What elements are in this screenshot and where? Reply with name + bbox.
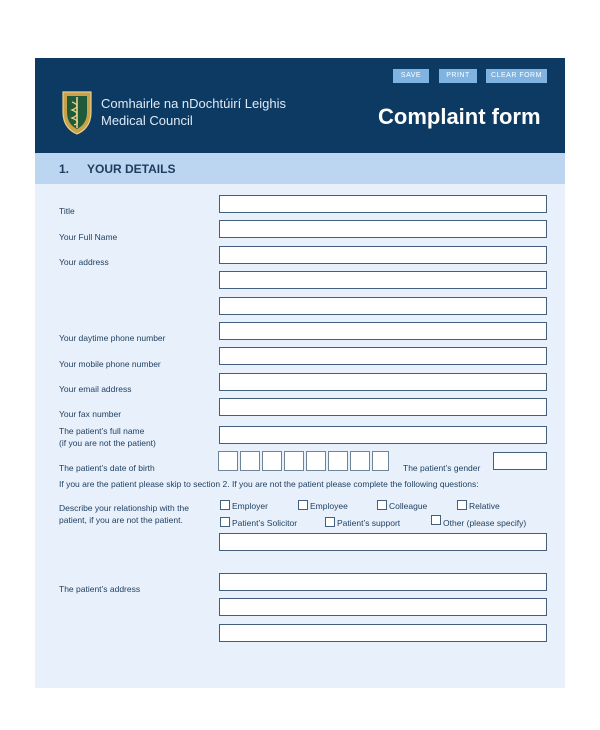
- email-label: Your email address: [59, 384, 132, 394]
- patient-address-label: The patient’s address: [59, 584, 141, 594]
- section-header: [35, 153, 565, 184]
- org-name-english: Medical Council: [101, 113, 193, 128]
- patient-address-input-line3[interactable]: [219, 624, 547, 642]
- employee-checkbox[interactable]: [298, 500, 308, 510]
- patient-address-input-line1[interactable]: [219, 573, 547, 591]
- print-button[interactable]: PRINT: [439, 69, 477, 83]
- patient-gender-input[interactable]: [493, 452, 547, 470]
- full-name-label: Your Full Name: [59, 232, 118, 242]
- medical-council-crest-icon: [60, 88, 94, 136]
- relationship-other-input[interactable]: [219, 533, 547, 551]
- patients-support-option-label: Patient’s support: [337, 518, 401, 528]
- fax-input[interactable]: [219, 398, 547, 416]
- employer-checkbox[interactable]: [220, 500, 230, 510]
- form-title: Complaint form: [378, 104, 541, 129]
- daytime-phone-label: Your daytime phone number: [59, 333, 166, 343]
- save-button[interactable]: SAVE: [393, 69, 429, 83]
- employer-option-label: Employer: [232, 501, 268, 511]
- patient-name-label: The patient’s full name: [59, 426, 145, 436]
- dob-digit-box[interactable]: [372, 451, 389, 471]
- relationship-label: Describe your relationship with the: [59, 503, 189, 513]
- relative-checkbox[interactable]: [457, 500, 467, 510]
- title-input[interactable]: [219, 195, 547, 213]
- address-input-line3[interactable]: [219, 297, 547, 315]
- patients-support-checkbox[interactable]: [325, 517, 335, 527]
- title-label: Title: [59, 206, 75, 216]
- mobile-phone-input[interactable]: [219, 347, 547, 365]
- address-input-line1[interactable]: [219, 246, 547, 264]
- daytime-phone-input[interactable]: [219, 322, 547, 340]
- colleague-checkbox[interactable]: [377, 500, 387, 510]
- full-name-input[interactable]: [219, 220, 547, 238]
- complaint-form-page: [35, 58, 565, 688]
- dob-digit-box[interactable]: [262, 451, 282, 471]
- section-title: YOUR DETAILS: [87, 162, 176, 176]
- relative-option-label: Relative: [469, 501, 500, 511]
- dob-digit-box[interactable]: [284, 451, 304, 471]
- section-number: 1.: [59, 162, 70, 176]
- relationship-sublabel: patient, if you are not the patient.: [59, 515, 183, 525]
- patient-gender-label: The patient’s gender: [403, 463, 481, 473]
- email-input[interactable]: [219, 373, 547, 391]
- address-input-line2[interactable]: [219, 271, 547, 289]
- patient-name-sublabel: (if you are not the patient): [59, 438, 156, 448]
- employee-option-label: Employee: [310, 501, 348, 511]
- mobile-phone-label: Your mobile phone number: [59, 359, 161, 369]
- patients-solicitor-checkbox[interactable]: [220, 517, 230, 527]
- other-option-label: Other (please specify): [443, 518, 527, 528]
- patients-solicitor-option-label: Patient’s Solicitor: [232, 518, 298, 528]
- address-label: Your address: [59, 257, 109, 267]
- skip-instruction: If you are the patient please skip to section 2. If you are not the patient please complete the following questions:: [59, 479, 479, 489]
- colleague-option-label: Colleague: [389, 501, 428, 511]
- org-name-irish: Comhairle na nDochtúirí Leighis: [101, 96, 286, 111]
- patient-name-input[interactable]: [219, 426, 547, 444]
- patient-dob-label: The patient’s date of birth: [59, 463, 155, 473]
- fax-label: Your fax number: [59, 409, 122, 419]
- clear-form-button[interactable]: CLEAR FORM: [486, 69, 547, 83]
- dob-digit-box[interactable]: [350, 451, 370, 471]
- dob-digit-box[interactable]: [218, 451, 238, 471]
- other-checkbox[interactable]: [431, 515, 441, 525]
- dob-digit-box[interactable]: [240, 451, 260, 471]
- patient-address-input-line2[interactable]: [219, 598, 547, 616]
- dob-digit-box[interactable]: [328, 451, 348, 471]
- form-header: [35, 58, 565, 153]
- dob-digit-box[interactable]: [306, 451, 326, 471]
